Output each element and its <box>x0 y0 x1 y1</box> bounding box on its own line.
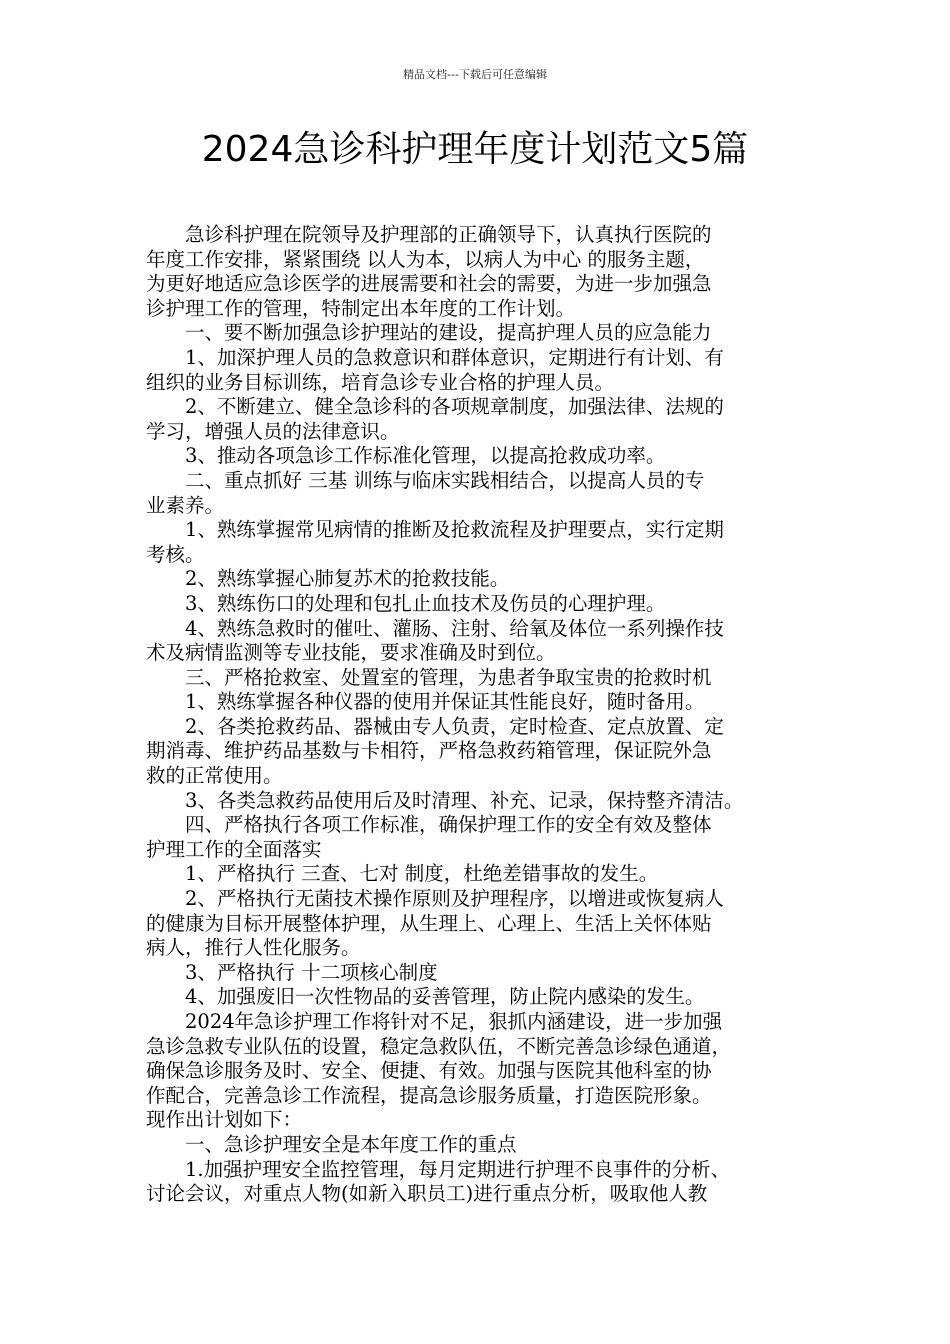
body-line: 一、急诊护理安全是本年度工作的重点 <box>146 1132 517 1156</box>
body-line: 四、严格执行各项工作标准，确保护理工作的安全有效及整体 <box>146 813 712 837</box>
body-line: 年度工作安排，紧紧围绕 以人为本，以病人为中心 的服务主题， <box>146 247 705 271</box>
body-line: 3、熟练伤口的处理和包扎止血技术及伤员的心理护理。 <box>146 591 666 615</box>
body-line: 期消毒、维护药品基数与卡相符，严格急救药箱管理，保证院外急 <box>146 739 712 763</box>
body-line: 2、熟练掌握心肺复苏术的抢救技能。 <box>146 567 510 591</box>
body-line: 2024年急诊护理工作将针对不足，狠抓内涵建设，进一步加强 <box>146 1010 723 1033</box>
body-line: 2、严格执行无菌技术操作原则及护理程序，以增进或恢复病人 <box>146 887 724 911</box>
body-line: 急诊急救专业队伍的设置，稳定急救队伍，不断完善急诊绿色通道， <box>146 1034 732 1058</box>
body-line: 作配合，完善急诊工作流程，提高急诊服务质量，打造医院形象。 <box>146 1083 712 1107</box>
body-line: 确保急诊服务及时、安全、便捷、有效。加强与医院其他科室的协 <box>146 1059 712 1083</box>
body-line: 为更好地适应急诊医学的进展需要和社会的需要，为进一步加强急 <box>146 272 712 296</box>
body-line: 救的正常使用。 <box>146 764 283 788</box>
body-line: 1、加深护理人员的急救意识和群体意识，定期进行有计划、有 <box>146 345 724 369</box>
body-line: 4、加强废旧一次性物品的妥善管理，防止院内感染的发生。 <box>146 985 705 1009</box>
document-body <box>146 223 826 1207</box>
body-line: 诊护理工作的管理，特制定出本年度的工作计划。 <box>146 296 576 320</box>
body-line: 急诊科护理在院领导及护理部的正确领导下，认真执行医院的 <box>146 223 712 246</box>
body-line: 一、要不断加强急诊护理站的建设，提高护理人员的应急能力 <box>146 321 712 345</box>
body-line: 3、严格执行 十二项核心制度 <box>146 960 438 984</box>
body-line: 学习，增强人员的法律意识。 <box>146 419 400 443</box>
header-note: 精品文档---下载后可任意编辑 <box>403 68 547 81</box>
body-line: 组织的业务目标训练，培育急诊专业合格的护理人员。 <box>146 370 615 394</box>
body-line: 3、推动各项急诊工作标准化管理，以提高抢救成功率。 <box>146 444 666 468</box>
body-line: 1、严格执行 三查、七对 制度，杜绝差错事故的发生。 <box>146 862 659 886</box>
body-line: 现作出计划如下： <box>146 1108 303 1132</box>
body-line: 病人，推行人性化服务。 <box>146 936 361 960</box>
body-line: 术及病情监测等专业技能，要求准确及时到位。 <box>146 641 556 665</box>
body-line: 三、严格抢救室、处置室的管理，为患者争取宝贵的抢救时机 <box>146 665 712 689</box>
body-line: 3、各类急救药品使用后及时清理、补充、记录，保持整齐清洁。 <box>146 788 744 812</box>
body-line: 1、熟练掌握常见病情的推断及抢救流程及护理要点，实行定期 <box>146 518 724 542</box>
document-title: 2024急诊科护理年度计划范文5篇 <box>201 129 749 170</box>
body-line: 业素养。 <box>146 493 225 517</box>
body-line: 二、重点抓好 三基 训练与临床实践相结合，以提高人员的专 <box>146 468 705 492</box>
body-line: 1.加强护理安全监控管理，每月定期进行护理不良事件的分析、 <box>146 1157 731 1181</box>
body-line: 2、不断建立、健全急诊科的各项规章制度，加强法律、法规的 <box>146 395 724 419</box>
body-line: 讨论会议，对重点人物(如新入职员工)进行重点分析，吸取他人教 <box>146 1182 708 1206</box>
body-line: 1、熟练掌握各种仪器的使用并保证其性能良好，随时备用。 <box>146 690 705 714</box>
body-line: 的健康为目标开展整体护理，从生理上、心理上、生活上关怀体贴 <box>146 911 712 935</box>
body-line: 考核。 <box>146 542 205 566</box>
body-line: 2、各类抢救药品、器械由专人负责，定时检查、定点放置、定 <box>146 714 724 738</box>
body-line: 4、熟练急救时的催吐、灌肠、注射、给氧及体位一系列操作技 <box>146 616 724 640</box>
body-line: 护理工作的全面落实 <box>146 837 322 861</box>
